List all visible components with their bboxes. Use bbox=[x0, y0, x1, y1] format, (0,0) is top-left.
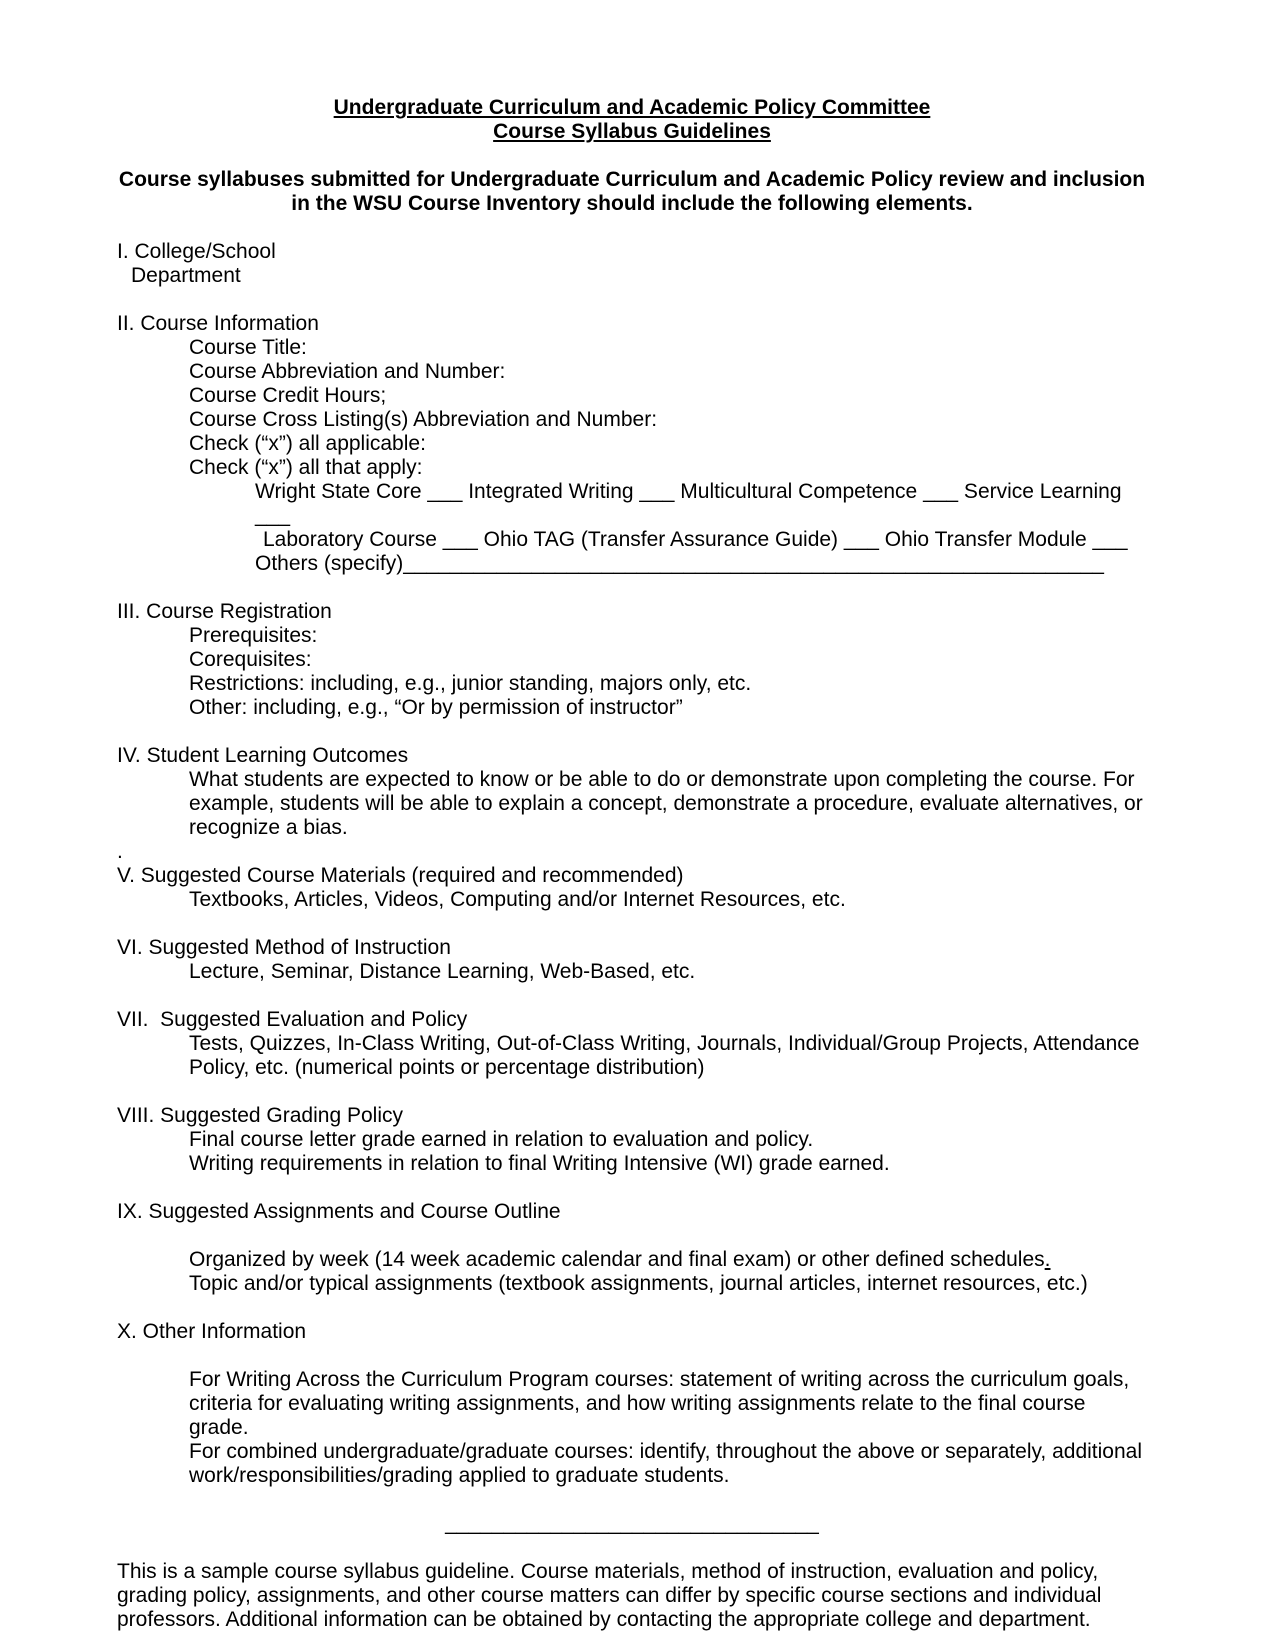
section bbox=[117, 1200, 1147, 1296]
title-line-1: Undergraduate Curriculum and Academic Policy Committee bbox=[333, 96, 931, 119]
section bbox=[117, 312, 1147, 576]
section-item: Final course letter grade earned in relation to evaluation and policy. bbox=[189, 1128, 814, 1151]
title-line-2: Course Syllabus Guidelines bbox=[493, 120, 771, 143]
section-heading: IX. Suggested Assignments and Course Outline bbox=[117, 1200, 561, 1223]
intro-paragraph: Course syllabuses submitted for Undergraduate Curriculum and Academic Policy review and inclusion in the WSU Course Inventory should include the following elements. bbox=[118, 168, 1151, 215]
section-item: Corequisites: bbox=[189, 648, 312, 671]
blank-line bbox=[117, 1344, 1147, 1368]
footer-paragraph: This is a sample course syllabus guideline. Course materials, method of instruction, evaluation and policy, grading policy, assignments, and other course matters can differ by specific course sections and individual professors. Additional information can be obtained by contacting the appropriate college and department. bbox=[117, 1560, 1108, 1631]
section-item: Textbooks, Articles, Videos, Computing and/or Internet Resources, etc. bbox=[189, 888, 846, 911]
section-heading: VIII. Suggested Grading Policy bbox=[117, 1104, 403, 1127]
section-item: Department bbox=[131, 264, 241, 287]
section bbox=[117, 1104, 1147, 1176]
section-item: Check (“x”) all applicable: bbox=[189, 432, 426, 455]
section-heading: II. Course Information bbox=[117, 312, 319, 335]
section-item: Wright State Core ___ Integrated Writing ___ Multicultural Competence ___ Service Learning ___ bbox=[255, 480, 1128, 527]
section-item: For combined undergraduate/graduate courses: identify, throughout the above or separately, additional work/responsibilities/grading applied to graduate students. bbox=[189, 1440, 1148, 1487]
underlined-suffix: . bbox=[1044, 1248, 1051, 1271]
section-item: Course Title: bbox=[189, 336, 307, 359]
section-heading: IV. Student Learning Outcomes bbox=[117, 744, 409, 767]
section-item: Course Abbreviation and Number: bbox=[189, 360, 506, 383]
section-item: Organized by week (14 week academic calendar and final exam) or other defined schedules. bbox=[189, 1248, 1051, 1271]
section-item: Tests, Quizzes, In-Class Writing, Out-of-Class Writing, Journals, Individual/Group Projects, Attendance Policy, etc. (numerical points or percentage distribution) bbox=[189, 1032, 1146, 1079]
section bbox=[117, 864, 1147, 912]
section bbox=[117, 744, 1147, 864]
section-heading: VII. Suggested Evaluation and Policy bbox=[117, 1008, 468, 1031]
section-heading: V. Suggested Course Materials (required and recommended) bbox=[117, 864, 684, 887]
section-item: What students are expected to know or be able to do or demonstrate upon completing the course. For example, students will be able to explain a concept, demonstrate a procedure, evaluate alternatives, or recognize a bias. bbox=[189, 768, 1149, 839]
separator-line: ________________________________ bbox=[445, 1512, 819, 1535]
section bbox=[117, 600, 1147, 720]
section-item: Course Credit Hours; bbox=[189, 384, 387, 407]
section-item: Lecture, Seminar, Distance Learning, Web-Based, etc. bbox=[189, 960, 696, 983]
section-item: For Writing Across the Curriculum Program courses: statement of writing across the curriculum goals, criteria for evaluating writing assignments, and how writing assignments relate to the final course grade. bbox=[189, 1368, 1136, 1439]
section-item: Writing requirements in relation to final Writing Intensive (WI) grade earned. bbox=[189, 1152, 890, 1175]
section-item: Topic and/or typical assignments (textbook assignments, journal articles, internet resources, etc.) bbox=[189, 1272, 1088, 1295]
section bbox=[117, 1320, 1147, 1488]
section-heading: III. Course Registration bbox=[117, 600, 332, 623]
section bbox=[117, 936, 1147, 984]
section-heading: VI. Suggested Method of Instruction bbox=[117, 936, 451, 959]
section-item: Others (specify)____________________________________________________________ bbox=[255, 552, 1104, 575]
section bbox=[117, 240, 1147, 288]
section-item: Prerequisites: bbox=[189, 624, 318, 647]
section-item: . bbox=[117, 840, 123, 863]
section-item: Restrictions: including, e.g., junior standing, majors only, etc. bbox=[189, 672, 752, 695]
blank-line bbox=[117, 1224, 1147, 1248]
section-heading: I. College/School bbox=[117, 240, 276, 263]
section-item: Course Cross Listing(s) Abbreviation and Number: bbox=[189, 408, 658, 431]
section-heading: X. Other Information bbox=[117, 1320, 307, 1343]
document-title bbox=[117, 96, 1147, 144]
sections bbox=[117, 240, 1147, 1488]
section-item: Check (“x”) all that apply: bbox=[189, 456, 423, 479]
section bbox=[117, 1008, 1147, 1080]
section-item: Other: including, e.g., “Or by permission of instructor” bbox=[189, 696, 683, 719]
section-item: Laboratory Course ___ Ohio TAG (Transfer Assurance Guide) ___ Ohio Transfer Module ___ bbox=[263, 528, 1128, 551]
